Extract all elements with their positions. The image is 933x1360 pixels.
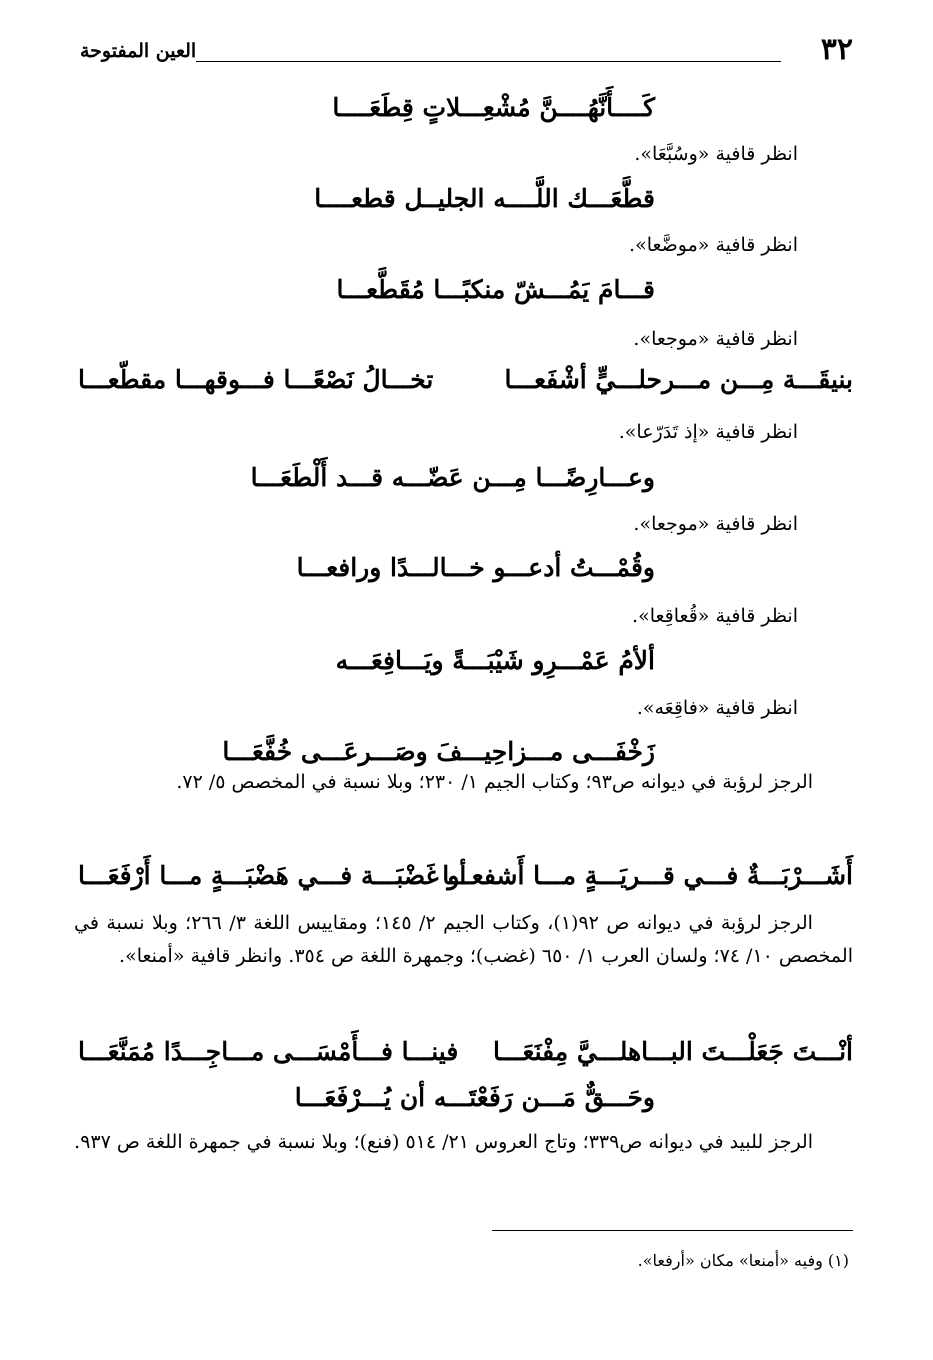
verse-line: وعـــارِضًـــا مِـــن عَضّـــه قـــد أَلْطَعَـــا xyxy=(250,463,655,492)
cross-reference-note: انظر قافية «قُعاقِعا». xyxy=(632,605,798,627)
cross-reference-note: انظر قافية «إذ تَدَرّعا». xyxy=(618,421,798,443)
source-paragraph: الرجز لرؤبة في ديوانه ص ٩٢(١)، وكتاب الجيم ٢/ ١٤٥؛ ومقاييس اللغة ٣/ ٢٦٦؛ وبلا نسبة في المخصص ١٠/ ٧٤؛ ولسان العرب ١/ ٦٥٠ (غضب)؛ وجمهرة اللغة ص ٣٥٤. وانظر قافية «أمنعا». xyxy=(74,912,853,967)
second-hemistich: فينـــا فـــأَمْسَـــى مـــاجِـــدًا مُمَنَّعَـــا xyxy=(78,1037,459,1066)
first-hemistich: بنيقَـــة مِـــن مـــرحلـــيٍّ أشْفَعـــا xyxy=(504,365,853,394)
header-rule xyxy=(196,61,781,62)
verse-line: قطَّعَـــك اللَّــــه الجليــل قطعــــا xyxy=(314,184,655,213)
cross-reference-note: انظر قافية «وسُبَّعَا». xyxy=(634,143,798,165)
cross-reference-note: انظر قافية «موجعا». xyxy=(633,513,798,535)
page-number: ٣٢ xyxy=(820,32,853,67)
couplet xyxy=(78,1032,853,1072)
verse-line: وحَـــقٌّ مَـــن رَفَعْتَـــه أن يُـــرْفَعَـــا xyxy=(294,1083,655,1112)
second-hemistich: أو غَضْبَـــة فـــي هَضْبَـــةٍ مـــا أَرْفَعَـــا xyxy=(78,861,467,890)
second-hemistich: تخـــالُ نَصْعًـــا فـــوقهـــا مقطّعـــا xyxy=(78,365,434,394)
footnote: (١) وفيه «أمنعا» مكان «أرفعا». xyxy=(637,1251,849,1270)
verse-line: قـــامَ يَمُـــشّ منكبًـــا مُقَطَّعـــا xyxy=(336,275,655,304)
verse-line: وقُمْـــتُ أدعـــو خـــالـــدًا ورافعـــا xyxy=(296,553,655,582)
cross-reference-note: انظر قافية «موضَّعا». xyxy=(629,234,798,256)
couplet xyxy=(78,360,853,400)
first-hemistich: أَشَـــرْبَـــةٌ فـــي قـــريَـــةٍ مـــا أَشفعـــا xyxy=(442,861,853,890)
source-paragraph: الرجز للبيد في ديوانه ص٣٣٩؛ وتاج العروس ٢١/ ٥١٤ (فنع)؛ وبلا نسبة في جمهرة اللغة ص ٩٣٧. xyxy=(74,1131,813,1153)
footnote-rule xyxy=(492,1230,853,1231)
verse-line: ألأمُ عَمْـــرِو شَيْبَـــةً ويَـــافِعَـــه xyxy=(335,646,655,675)
page-header xyxy=(80,30,853,70)
verse-line: زَخْفَـــى مـــزاحِيـــفَ وصَـــرعَـــى خُفَّعَـــا xyxy=(222,737,655,766)
source-paragraph: الرجز لرؤبة في ديوانه ص٩٣؛ وكتاب الجيم ١/ ٢٣٠؛ وبلا نسبة في المخصص ٥/ ٧٢. xyxy=(176,771,813,793)
cross-reference-note: انظر قافية «فاقِعَه». xyxy=(636,697,798,719)
cross-reference-note: انظر قافية «موجعا». xyxy=(633,328,798,350)
first-hemistich: أنْـــتَ جَعَلْـــتَ البـــاهلـــيَّ مِفْنَعَـــا xyxy=(492,1037,853,1066)
couplet xyxy=(78,856,853,896)
verse-line: كَــــأَنَّهُــــنَّ مُشْعِـــلاتٍ قِطَعَــــا xyxy=(332,93,655,122)
running-title: العين المفتوحة xyxy=(80,40,197,62)
